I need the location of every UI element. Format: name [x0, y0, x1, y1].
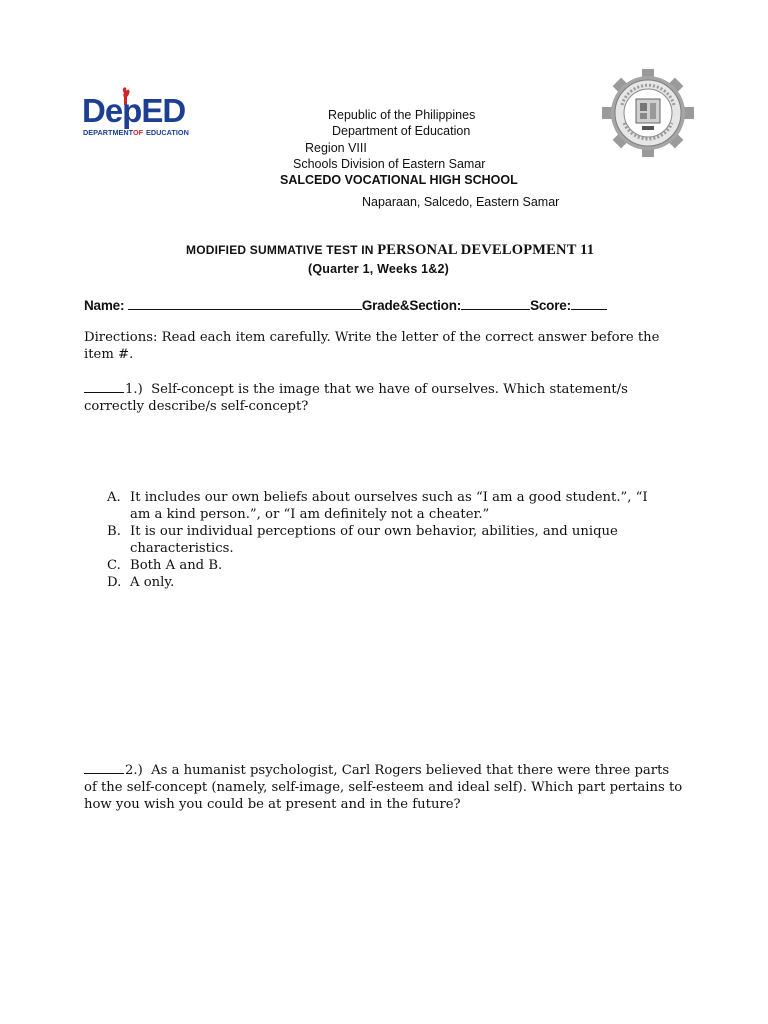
question-1-number: 1.)	[125, 382, 143, 397]
question-1-text: Self-concept is the image that we have of ourselves. Which statement/s correctly describe/s self-concept?	[84, 382, 628, 414]
question-2	[84, 761, 684, 813]
header-school-name: SALCEDO VOCATIONAL HIGH SCHOOL	[280, 173, 518, 187]
deped-logo-icon	[82, 85, 212, 141]
choice-d-text: A only.	[130, 575, 175, 590]
student-info-line	[84, 296, 607, 313]
test-title	[186, 242, 594, 259]
choice-b	[107, 523, 652, 557]
directions: Directions: Read each item carefully. Write the letter of the correct answer before the item #.	[84, 330, 660, 362]
choice-d	[107, 574, 652, 591]
choice-a-letter: A.	[107, 490, 121, 505]
choice-c-text: Both A and B.	[130, 558, 223, 573]
header-region: Region VIII	[305, 141, 367, 155]
choice-b-text: It is our individual perceptions of our own behavior, abilities, and unique characteristics.	[130, 524, 618, 556]
header-address: Naparaan, Salcedo, Eastern Samar	[362, 195, 560, 209]
header-department: Department of Education	[332, 124, 471, 138]
choice-b-letter: B.	[107, 524, 121, 539]
question-1	[84, 380, 644, 415]
answer-blank-2[interactable]	[84, 761, 124, 774]
header-division: Schools Division of Eastern Samar	[293, 157, 486, 171]
choice-d-letter: D.	[107, 575, 122, 590]
question-1-choices	[107, 489, 652, 591]
score-label: Score:	[530, 298, 571, 313]
choice-c	[107, 557, 652, 574]
choice-c-letter: C.	[107, 558, 121, 573]
school-seal-icon	[600, 68, 696, 158]
question-2-number: 2.)	[125, 763, 143, 778]
deped-logo	[82, 85, 212, 141]
grade-section-blank[interactable]	[461, 296, 530, 310]
deped-subtext-left: DEPARTMENT	[83, 128, 134, 137]
name-label: Name:	[84, 298, 125, 313]
header-republic: Republic of the Philippines	[328, 108, 476, 122]
score-blank[interactable]	[571, 296, 607, 310]
school-seal	[600, 68, 696, 158]
test-title-subject: PERSONAL DEVELOPMENT 11	[377, 242, 595, 258]
question-2-text: As a humanist psychologist, Carl Rogers believed that there were three parts of the self-concept (namely, self-image, self-esteem and ideal self). Which part pertains to how you wish you could be at present and in the future?	[84, 763, 683, 812]
test-title-prefix: MODIFIED SUMMATIVE TEST IN	[186, 243, 374, 257]
deped-subtext-right: EDUCATION	[146, 128, 189, 137]
deped-subtext-mid: OF	[133, 128, 144, 137]
name-blank[interactable]	[128, 296, 362, 310]
deped-wordmark: DepED	[82, 92, 186, 129]
grade-section-label: Grade&Section:	[361, 298, 462, 313]
test-subtitle: (Quarter 1, Weeks 1&2)	[308, 262, 450, 276]
answer-blank-1[interactable]	[84, 380, 124, 393]
choice-a-text: It includes our own beliefs about ourselves such as “I am a good student.”, “I am a kind person.”, or “I am definitely not a cheater.”	[130, 490, 648, 522]
choice-a	[107, 489, 652, 523]
